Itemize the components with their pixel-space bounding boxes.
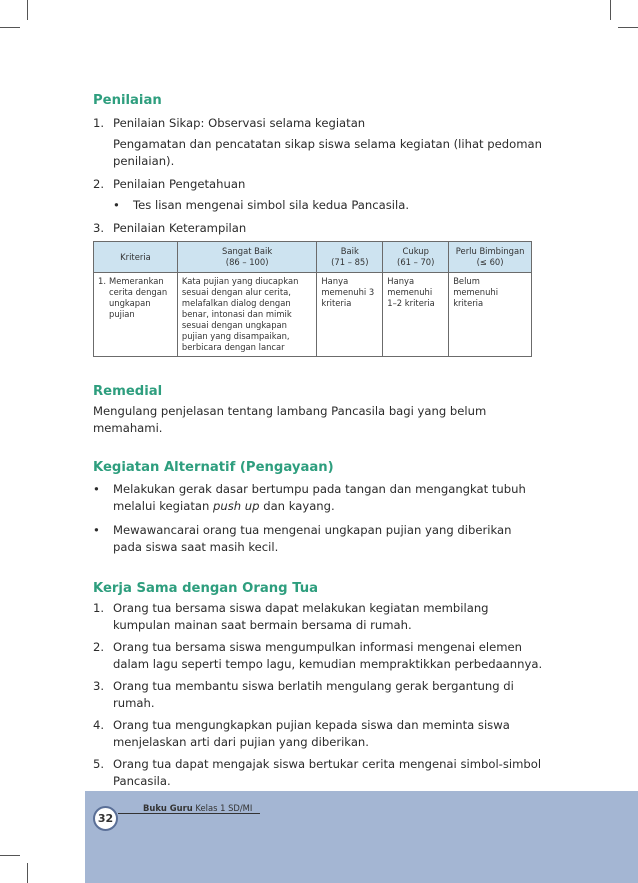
rubric-table <box>93 241 532 357</box>
item-number: 3. <box>93 679 105 693</box>
bullet-item <box>93 197 543 214</box>
header-sangat-baik: Sangat Baik (86 – 100) <box>177 242 316 273</box>
item-text: Orang tua bersama siswa dapat melakukan kegiatan membilang kumpulan mainan saat bermain bersama di rumah. <box>113 601 489 632</box>
list-item <box>93 678 543 712</box>
item-text: Orang tua bersama siswa mengumpulkan informasi mengenai elemen dalam lagu seperti tempo lagu, kemudian mempraktikkan perbedaannya. <box>113 640 543 671</box>
crop-mark <box>610 0 611 20</box>
crop-mark <box>27 0 28 20</box>
list-item <box>93 717 543 751</box>
bullet-icon: • <box>93 482 100 496</box>
heading-remedial: Remedial <box>93 384 163 399</box>
table-row <box>94 273 532 357</box>
bullet-item <box>93 522 543 556</box>
book-title: Buku Guru Kelas 1 SD/MI <box>143 803 253 813</box>
item-text: Orang tua mengungkapkan pujian kepada siswa dan meminta siswa menjelaskan arti dari pujian yang diberikan. <box>113 718 510 749</box>
cell-sangat-baik: Kata pujian yang diucapkan sesuai dengan alur cerita, melafalkan dialog dengan benar, intonasi dan mimik sesuai dengan ungkapan pujian yang disampaikan, berbicara dengan lancar <box>177 273 316 357</box>
crop-mark <box>618 27 638 28</box>
bullet-item <box>93 481 543 515</box>
item-number: 2. <box>93 640 105 654</box>
item-subtext: Pengamatan dan pencatatan sikap siswa selama kegiatan (lihat pedoman penilaian). <box>113 137 542 168</box>
header-perlu-bimbingan: Perlu Bimbingan (≤ 60) <box>449 242 532 273</box>
list-item <box>93 220 543 237</box>
list-item <box>93 176 543 193</box>
item-text: Penilaian Sikap: Observasi selama kegiatan <box>113 116 366 130</box>
list-item <box>93 600 543 634</box>
item-text: Penilaian Pengetahuan <box>113 177 246 191</box>
item-number: 5. <box>93 757 105 771</box>
list-item <box>93 756 543 790</box>
remedial-text: Mengulang penjelasan tentang lambang Pancasila bagi yang belum memahami. <box>93 404 487 435</box>
cell-kriteria <box>94 273 178 357</box>
section-alternatif <box>93 459 543 556</box>
item-number: 1. <box>93 116 105 130</box>
header-cukup: Cukup (61 – 70) <box>383 242 449 273</box>
item-number: 1. <box>93 601 105 615</box>
page-number: 32 <box>93 806 118 831</box>
section-penilaian <box>93 92 543 357</box>
heading-penilaian: Penilaian <box>93 93 162 108</box>
crop-mark <box>0 855 20 856</box>
heading-alternatif: Kegiatan Alternatif (Pengayaan) <box>93 460 334 475</box>
bullet-text: Melakukan gerak dasar bertumpu pada tangan dan mengangkat tubuh melalui kegiatan push up dan kayang. <box>113 482 526 513</box>
item-number: 2. <box>93 177 105 191</box>
section-orang-tua <box>93 580 543 790</box>
crop-mark <box>0 27 20 28</box>
main-content <box>93 92 543 795</box>
table-header-row <box>94 242 532 273</box>
item-text: Orang tua dapat mengajak siswa bertukar cerita mengenai simbol-simbol Pancasila. <box>113 757 542 788</box>
bullet-text: Mewawancarai orang tua mengenai ungkapan pujian yang diberikan pada siswa saat masih kecil. <box>113 523 512 554</box>
item-number: 4. <box>93 718 105 732</box>
bullet-icon: • <box>93 523 100 537</box>
header-baik: Baik (71 – 85) <box>317 242 383 273</box>
item-text: Orang tua membantu siswa berlatih mengulang gerak bergantung di rumah. <box>113 679 514 710</box>
section-remedial <box>93 383 543 437</box>
row-number: 1. <box>98 276 106 286</box>
header-kriteria: Kriteria <box>94 242 178 273</box>
list-item <box>93 115 543 132</box>
crop-mark <box>27 863 28 883</box>
bullet-icon: • <box>113 198 120 212</box>
item-number: 3. <box>93 221 105 235</box>
list-item <box>93 639 543 673</box>
cell-baik: Hanya memenuhi 3 kriteria <box>317 273 383 357</box>
cell-perlu-bimbingan: Belum memenuhi kriteria <box>449 273 532 357</box>
heading-orang-tua: Kerja Sama dengan Orang Tua <box>93 581 319 596</box>
bullet-text: Tes lisan mengenai simbol sila kedua Pancasila. <box>133 198 410 212</box>
criteria-text: Memerankan cerita dengan ungkapan pujian <box>109 276 168 319</box>
cell-cukup: Hanya memenuhi 1–2 kriteria <box>383 273 449 357</box>
footer-divider <box>118 813 260 814</box>
item-text: Penilaian Keterampilan <box>113 221 247 235</box>
